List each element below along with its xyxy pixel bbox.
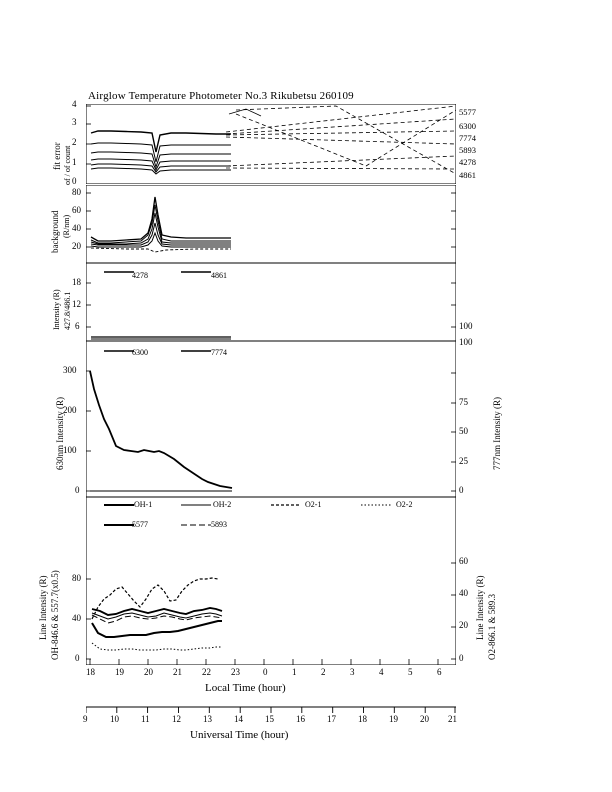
p1-ytick-3: 3	[72, 117, 77, 127]
p1-ytick-2: 2	[72, 137, 77, 147]
p5-legend-5893: 5893	[211, 520, 227, 529]
p4-ytick-100: 100	[63, 445, 77, 455]
p3-ytick-18: 18	[72, 277, 81, 287]
x-ut-tick-17: 17	[327, 714, 336, 724]
p3-ylabel-1: Intensity (R)	[52, 289, 61, 330]
p2-ylabel-2: (R/nm)	[62, 214, 71, 238]
p1-right-label-7774: 7774	[459, 133, 476, 143]
p5-ylabel-right-1: Line Intensity (R)	[475, 575, 485, 640]
p4-ytick-0: 0	[75, 485, 80, 495]
p1-right-label-4278: 4278	[459, 157, 476, 167]
p2-ytick-80: 80	[72, 187, 81, 197]
x-local-tick-23: 23	[231, 667, 240, 677]
x-local-tick-5: 5	[408, 667, 413, 677]
p1-ylabel-1: fit error	[52, 142, 62, 170]
p2-ytick-20: 20	[72, 241, 81, 251]
x-ut-tick-15: 15	[265, 714, 274, 724]
p3-legend-4278: 4278	[132, 271, 148, 280]
p1-ytick-4: 4	[72, 99, 77, 109]
p4-ytick-r-50: 50	[459, 426, 468, 436]
x-ut-tick-10: 10	[110, 714, 119, 724]
p3-ytick-right-100: 100	[459, 321, 473, 331]
p4-legend-6300: 6300	[132, 348, 148, 357]
p5-legend-5577: 5577	[132, 520, 148, 529]
x-ut-tick-21: 21	[448, 714, 457, 724]
p2-ylabel-1: background	[50, 210, 60, 253]
x-ut-tick-9: 9	[83, 714, 88, 724]
x-ut-tick-12: 12	[172, 714, 181, 724]
p5-ylabel-1: Line Intensity (R)	[38, 575, 48, 640]
p1-right-label-5577: 5577	[459, 107, 476, 117]
p5-ytick-0: 0	[75, 653, 80, 663]
panel-fit-error	[86, 104, 456, 184]
panel-630-777	[86, 341, 456, 497]
panel-background	[86, 185, 456, 263]
x-ut-tick-18: 18	[358, 714, 367, 724]
p1-right-label-6300: 6300	[459, 121, 476, 131]
p2-ytick-60: 60	[72, 205, 81, 215]
p5-legend-oh2: OH-2	[213, 500, 232, 509]
p3-legend-4861: 4861	[211, 271, 227, 280]
p4-ytick-r-25: 25	[459, 456, 468, 466]
p1-right-label-5893: 5893	[459, 145, 476, 155]
x-local-tick-1: 1	[292, 667, 297, 677]
x-local-tick-6: 6	[437, 667, 442, 677]
p3-ytick-6: 6	[75, 321, 80, 331]
p5-ylabel-right-2: O2-866.1 & 589.3	[487, 594, 497, 660]
p4-ylabel: 630nm Intensity (R)	[55, 397, 65, 470]
x-ut-tick-19: 19	[389, 714, 398, 724]
p5-ytick-r-40: 40	[459, 588, 468, 598]
p2-ytick-40: 40	[72, 223, 81, 233]
x-local-tick-19: 19	[115, 667, 124, 677]
x-universal-axis-label: Universal Time (hour)	[190, 729, 289, 741]
p4-ytick-r-100: 100	[459, 337, 473, 347]
x-local-axis-label: Local Time (hour)	[205, 682, 286, 694]
p4-ytick-r-75: 75	[459, 397, 468, 407]
p3-ytick-12: 12	[72, 299, 81, 309]
p4-ylabel-right: 777nm Intensity (R)	[492, 397, 502, 470]
x-local-tick-18: 18	[86, 667, 95, 677]
p5-ytick-80: 80	[72, 573, 81, 583]
x-ut-tick-14: 14	[234, 714, 243, 724]
p1-ytick-0: 0	[72, 176, 77, 186]
p1-ytick-1: 1	[72, 157, 77, 167]
p4-ytick-300: 300	[63, 365, 77, 375]
x-local-tick-22: 22	[202, 667, 211, 677]
p5-ytick-r-60: 60	[459, 556, 468, 566]
x-ut-tick-20: 20	[420, 714, 429, 724]
p5-legend-o21: O2-1	[305, 500, 322, 509]
x-local-tick-21: 21	[173, 667, 182, 677]
p5-ytick-40: 40	[72, 613, 81, 623]
x-ut-tick-11: 11	[141, 714, 150, 724]
universal-axis-line	[86, 706, 456, 714]
p5-ytick-r-20: 20	[459, 620, 468, 630]
x-local-tick-2: 2	[321, 667, 326, 677]
p5-legend-oh1: OH-1	[134, 500, 153, 509]
p5-legend-o22: O2-2	[396, 500, 413, 509]
p5-ylabel-2: OH-846.6 & 557.7(x0.5)	[50, 570, 60, 660]
figure-title: Airglow Temperature Photometer No.3 Rikubetsu 260109	[88, 90, 354, 102]
p4-ytick-r-0: 0	[459, 485, 464, 495]
x-ut-tick-16: 16	[296, 714, 305, 724]
p3-ylabel-2: 427.8/486.1	[63, 291, 72, 330]
p1-ylabel-2: of / of count	[63, 145, 72, 185]
x-local-tick-3: 3	[350, 667, 355, 677]
x-ut-tick-13: 13	[203, 714, 212, 724]
p5-ytick-r-0: 0	[459, 653, 464, 663]
x-local-tick-4: 4	[379, 667, 384, 677]
p4-ytick-200: 200	[63, 405, 77, 415]
p4-legend-7774: 7774	[211, 348, 227, 357]
x-local-tick-20: 20	[144, 667, 153, 677]
x-local-tick-0: 0	[263, 667, 268, 677]
p1-right-label-4861: 4861	[459, 170, 476, 180]
